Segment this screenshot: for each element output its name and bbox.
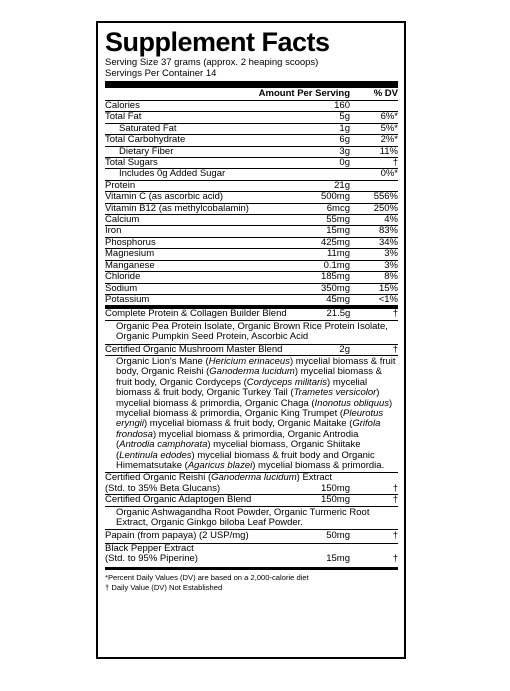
protein-blend-ingredients: Organic Pea Protein Isolate, Organic Brown Rice Protein Isolate, Organic Pumpkin Seed Protein, Ascorbic Acid [105,320,398,344]
reishi-extract-dv: † [392,482,398,494]
nutrient-dv: 3% [384,248,398,260]
column-header [105,88,398,101]
nutrient-row [105,158,398,169]
dv-header: % DV [373,88,398,99]
protein-blend-name: Complete Protein & Collagen Builder Blend [105,308,287,320]
nutrient-amount: 55mg [326,214,350,226]
mushroom-blend-amount: 2g [339,343,350,355]
nutrient-dv: 34% [378,236,398,248]
nutrient-amount: 1g [339,122,350,134]
nutrient-dv: 5%* [380,122,398,134]
nutrient-name: Dietary Fiber [119,146,174,157]
nutrient-row [105,124,398,135]
nutrient-dv [350,181,398,191]
nutrient-name: Includes 0g Added Sugar [119,169,226,180]
papain-name: Papain (from papaya) (2 USP/mg) [105,530,249,542]
serving-size: Serving Size 37 grams (approx. 2 heaping scoops) [105,57,319,68]
adaptogen-blend-ingredients: Organic Ashwagandha Root Powder, Organic Turmeric Root Extract, Organic Ginkgo biloba Leaf Powder. [105,506,398,530]
nutrient-dv: 556% [373,191,398,203]
nutrient-dv: 15% [378,282,398,294]
adaptogen-blend-amount: 150mg [320,494,350,506]
nutrient-row [105,112,398,123]
nutrient-row [105,101,398,112]
nutrient-amount: 15mg [326,225,350,237]
nutrient-amount: 6g [339,134,350,146]
adaptogen-blend-dv: † [392,494,398,506]
nutrient-amount: 0.1mg [323,259,350,271]
nutrient-amount: 3g [339,145,350,157]
nutrient-name: Calories [105,101,140,111]
reishi-extract-name: Certified Organic Reishi (Ganoderma lucidum) Extract [105,472,333,484]
servings-per-container: Servings Per Container 14 [105,68,217,79]
supplement-facts-panel [96,21,406,659]
nutrient-amount: 6mcg [326,202,350,214]
black-pepper-amount: 15mg [326,553,350,565]
mushroom-blend-dv: † [392,343,398,355]
nutrient-dv: † [392,157,398,169]
nutrient-row [105,272,398,283]
nutrient-name: Magnesium [105,249,155,260]
nutrient-dv: 6%* [380,111,398,123]
protein-blend [105,309,398,344]
footnote-dv-not-established: † Daily Value (DV) Not Established [105,582,223,592]
nutrient-amount: 160 [334,100,350,111]
reishi-extract-amount: 150mg [320,482,350,494]
papain [105,530,398,543]
black-pepper-dv: † [392,553,398,565]
nutrient-row [105,249,398,260]
nutrient-dv: 8% [384,271,398,283]
nutrient-dv: 2%* [380,134,398,146]
nutrient-amount: 5g [339,111,350,123]
nutrient-row [105,192,398,203]
nutrient-name: Sodium [105,283,138,294]
nutrient-amount: 45mg [326,293,350,305]
footnotes [105,570,398,593]
nutrient-name: Chloride [105,272,141,283]
nutrient-dv: 11% [379,145,398,157]
panel-title: Supplement Facts [105,27,330,57]
adaptogen-blend-name: Certified Organic Adaptogen Blend [105,494,252,506]
thick-rule [105,81,398,88]
nutrient-row [105,215,398,226]
nutrient-name: Potassium [105,294,150,305]
nutrient-row [105,204,398,215]
reishi-extract-std: (Std. to 35% Beta Glucans) [105,482,221,494]
nutrient-name: Total Sugars [105,158,158,169]
black-pepper-std: (Std. to 95% Piperine) [105,553,198,565]
nutrient-row [105,295,398,306]
nutrient-amount: 185mg [320,271,350,283]
mushroom-blend-ingredients: Organic Lion's Mane (Hericium erinaceus) mycelial biomass & fruit body, Organic Reishi (Ganoderma lucidum) mycelial biomass & fruit body, Organic Cordyceps (Cordyceps militaris) mycelial biomass & fruit body, Organic Turkey Tail (Trametes versicolor) mycelial biomass & primordia, Organic Chaga (Inonotus obliquus) mycelial biomass & primordia, Organic King Trumpet (Pleurotus eryngii) mycelial biomass & fruit body, Organic Maitake (Grifola frondosa) mycelial biomass & primordia, Organic Antrodia (Antrodia camphorata) mycelial biomass, Organic Shiitake (Lentinula edodes) mycelial biomass & fruit body and Organic Himematsutake (Agaricus blazei) mycelial biomass & primordia. [105,355,398,472]
nutrient-name: Vitamin B12 (as methylcobalamin) [105,203,249,214]
nutrient-dv: 3% [384,259,398,271]
black-pepper-extract [105,544,398,570]
protein-blend-amount: 21.5g [326,308,351,320]
nutrient-row [105,135,398,146]
nutrient-name: Total Carbohydrate [105,135,186,146]
nutrient-amount: 0g [339,157,350,169]
nutrient-amount: 350mg [320,282,350,294]
nutrient-row [105,181,398,192]
protein-blend-dv: † [392,308,398,320]
nutrient-name: Saturated Fat [119,123,177,134]
nutrient-name: Calcium [105,215,140,226]
nutrient-row [105,261,398,272]
nutrient-row [105,238,398,249]
nutrient-name: Vitamin C (as ascorbic acid) [105,192,224,203]
nutrient-dv: 250% [373,202,398,214]
nutrient-row [105,226,398,237]
nutrient-name: Manganese [105,260,155,271]
mushroom-blend-name: Certified Organic Mushroom Master Blend [105,343,283,355]
footnote-dv-basis: *Percent Daily Values (DV) are based on a 2,000-calorie diet [105,572,309,582]
nutrient-dv: <1% [378,293,398,305]
nutrient-amount: 500mg [320,191,350,203]
amount-header: Amount Per Serving [258,88,350,99]
nutrient-name: Protein [105,180,136,191]
nutrient-row [105,169,398,180]
nutrient-amount: 21g [334,179,350,191]
nutrient-name: Iron [105,226,122,237]
adaptogen-blend [105,495,398,530]
nutrient-dv: 0%* [380,168,398,180]
nutrient-amount: 425mg [320,236,350,248]
nutrient-name: Total Fat [105,112,142,123]
nutrient-list [105,101,398,306]
papain-dv: † [392,530,398,542]
reishi-extract [105,473,398,495]
nutrient-row [105,284,398,295]
nutrient-dv [350,101,398,111]
nutrient-amount [286,169,350,179]
nutrient-dv: 4% [384,214,398,226]
nutrient-amount: 11mg [326,248,350,260]
black-pepper-name: Black Pepper Extract [105,542,194,554]
papain-amount: 50mg [326,530,350,542]
nutrient-dv: 83% [378,225,398,237]
mushroom-blend [105,345,398,474]
nutrient-row [105,147,398,158]
nutrient-name: Phosphorus [105,237,156,248]
